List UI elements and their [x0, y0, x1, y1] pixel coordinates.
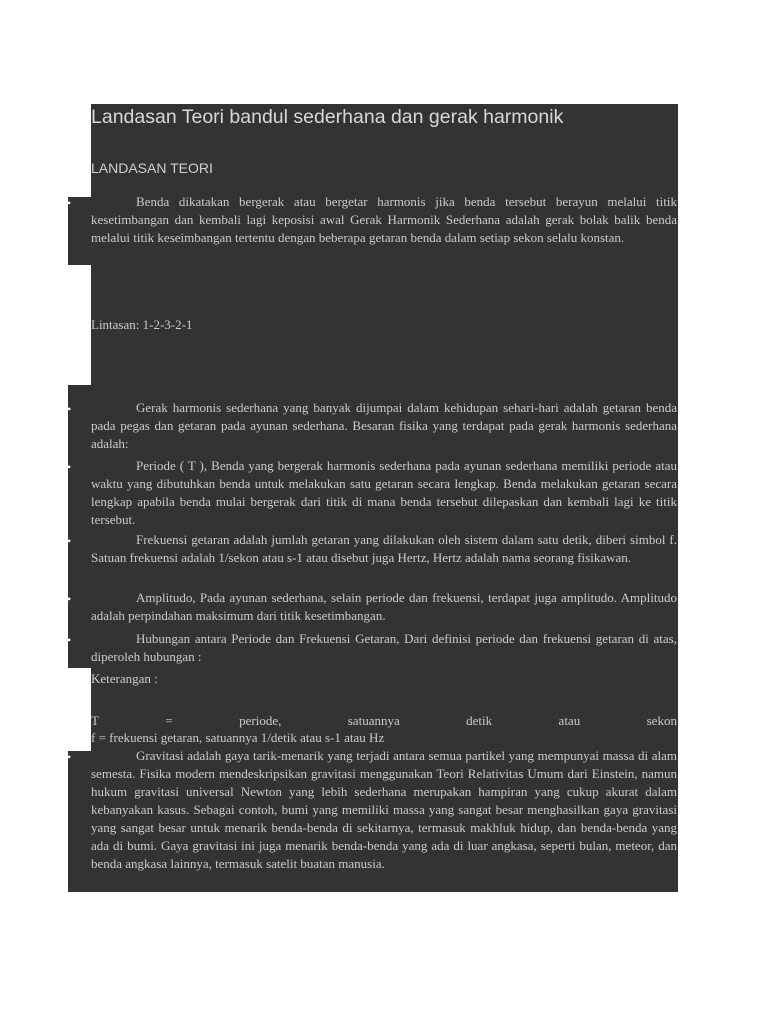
frekuensi-definition: f = frekuensi getaran, satuannya 1/detik atau s-1 atau Hz [91, 730, 385, 745]
bullet-icon: • [67, 592, 72, 606]
paragraph-intro: Benda dikatakan bergerak atau bergetar harmonis jika benda tersebut berayun melalui titik kesetimbangan dan kembali lagi keposisi awal Gerak Harmonik Sederhana adalah gerak bolak balik benda melalui titik keseimbangan tertentu dengan beberapa getaran benda dalam setiap sekon selalu konstan. [91, 194, 677, 245]
paragraph-amplitudo: Amplitudo, Pada ayunan sederhana, selain periode dan frekuensi, terdapat juga amplitudo. Amplitudo adalah perpindahan maksimum dari titik kesetimbangan. [91, 590, 677, 623]
keterangan-label: Keterangan : [91, 671, 158, 686]
lintasan-text: Lintasan: 1-2-3-2-1 [91, 317, 193, 332]
paragraph-periode: Periode ( T ), Benda yang bergerak harmonis sederhana pada ayunan sederhana memiliki periode atau waktu yang dibutuhkan benda untuk melakukan satu getaran secara lengkap. Benda melakukan getaran secara lengkap apabila benda mulai bergerak dari titik di mana benda tersebut dilepaskan dan kembali lagi ke titik tersebut. [91, 458, 677, 527]
detik-word: detik [466, 713, 493, 728]
satuannya-word: satuannya [347, 713, 400, 728]
bullet-icon: • [67, 196, 72, 210]
periode-definition-row [91, 712, 677, 730]
paragraph-gravitasi: Gravitasi adalah gaya tarik-menarik yang terjadi antara semua partikel yang mempunyai massa di alam semesta. Fisika modern mendeskripsikan gravitasi menggunakan Teori Relativitas Umum dari Einstein, namun hukum gravitasi universal Newton yang lebih sederhana merupakan hampiran yang cukup akurat dalam kebanyakan kasus. Sebagai contoh, bumi yang memiliki massa yang sangat besar menghasilkan gaya gravitasi yang sangat besar untuk menarik benda-benda di sekitarnya, termasuk makhluk hidup, dan benda-benda yang ada di bumi. Gaya gravitasi ini juga menarik benda-benda yang ada di luar angkasa, seperti bulan, meteor, dan benda angkasa lainnya, termasuk satelit buatan manusia. [91, 748, 677, 871]
section-heading: LANDASAN TEORI [91, 160, 213, 176]
bullet-icon: • [67, 750, 72, 764]
atau-word: atau [558, 713, 581, 728]
bullet-icon: • [67, 633, 72, 647]
bullet-icon: • [67, 460, 72, 474]
sekon-word: sekon [646, 713, 677, 728]
bullet-icon: • [67, 534, 72, 548]
bullet-icon: • [67, 402, 72, 416]
paragraph-frekuensi: Frekuensi getaran adalah jumlah getaran yang dilakukan oleh sistem dalam satu detik, diberi simbol f. Satuan frekuensi adalah 1/sekon atau s-1 atau disebut juga Hertz, Hertz adalah nama seorang fisikawan. [91, 532, 677, 565]
periode-word: periode, [239, 713, 282, 728]
paragraph-hubungan: Hubungan antara Periode dan Frekuensi Getaran, Dari definisi periode dan frekuensi getaran di atas, diperoleh hubungan : [91, 631, 677, 664]
equals-sign: = [165, 713, 173, 728]
paragraph-gerak-harmonis: Gerak harmonis sederhana yang banyak dijumpai dalam kehidupan sehari-hari adalah getaran benda pada pegas dan getaran pada ayunan sederhana. Besaran fisika yang terdapat pada gerak harmonis sederhana adalah: [91, 400, 677, 451]
document-title: Landasan Teori bandul sederhana dan gerak harmonik [91, 106, 564, 128]
t-symbol: T [91, 713, 99, 728]
